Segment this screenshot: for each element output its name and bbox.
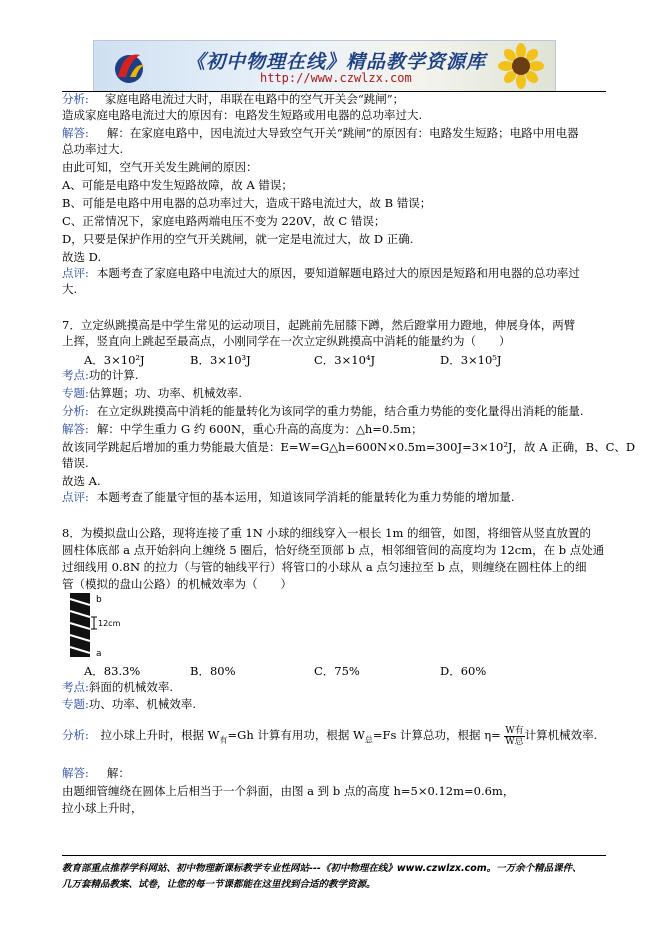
q8-option-a: A．83.3% — [84, 664, 141, 678]
q6-comment-2: 大. — [62, 282, 78, 296]
banner-url[interactable]: http://www.czwlzx.com — [260, 71, 412, 85]
q6-answer-7: D，只要是保护作用的空气开关跳闸，就一定是电流过大，故 D 正确. — [62, 232, 414, 246]
cylinder-coil-figure — [64, 593, 136, 659]
site-logo-icon — [110, 47, 148, 85]
q8-answer-3: 拉小球上升时， — [62, 801, 143, 815]
q8-option-d: D．60% — [440, 664, 487, 678]
q8-analysis: 分析: 拉小球上升时，根据 $W_有=Gh$ 计算有用功，根据 $W_总=Fs$ 计算总功，根据 η= $\frac{\text{W有}}{\text{W总}}$ 计算机械效率. — [62, 725, 598, 747]
q7-choice: 故选 A. — [62, 474, 101, 488]
q8-answer-2: 由题细管缠绕在圆体上后相当于一个斜面，由图 a 到 b 点的高度 h=5×0.12m=0.6m， — [62, 784, 515, 798]
sunflower-icon — [491, 43, 551, 89]
footer-line-2: 几万套精品教案、试卷，让您的每一节课都能在这里找到合适的教学资源。 — [62, 879, 376, 890]
figure-label-height: 12cm — [98, 619, 121, 628]
q7-answer-2: 故该同学跳起后增加的重力势能最大值是：E=W=G△h=600N×0.5m=300J=3×10²J，故 A 正确，B、C、D — [62, 440, 636, 454]
footer-line-1: 教育部重点推荐学科网站、初中物理新课标教学专业性网站---《初中物理在线》www.czwlzx.com。一万余个精品课件、 — [62, 863, 582, 874]
q6-answer: 解答: 解：在家庭电路中，因电流过大导致空气开关“跳闸”的原因有：电路发生短路；电路中用电器 — [62, 126, 579, 140]
q8-point: 考点:斜面的机械效率. — [62, 680, 174, 694]
q8-option-c: C．75% — [314, 664, 360, 678]
q6-answer-6: C、正常情况下，家庭电路两端电压不变为 220V，故 C 错误； — [62, 214, 386, 228]
q7-option-a: A．3×10²J — [84, 353, 145, 367]
q7-answer: 解答: 解：中学生重力 G 约 600N，重心升高的高度为：△h=0.5m； — [62, 422, 423, 436]
figure-label-b: b — [96, 595, 102, 605]
q7-topic: 专题:估算题；功、功率、机械效率. — [62, 386, 243, 400]
footer-rule — [62, 855, 606, 856]
banner-title: 《初中物理在线》精品教学资源库 — [186, 51, 487, 73]
q8-topic: 专题:功、功率、机械效率. — [62, 697, 197, 711]
q6-choice: 故选 D. — [62, 250, 102, 264]
efficiency-fraction: $\frac{\text{W有}}{\text{W总}}$ — [505, 725, 524, 747]
q7-option-c: C．3×10⁴J — [314, 353, 376, 367]
q6-answer-5: B、可能是电路中用电器的总功率过大，造成干路电流过大，故 B 错误； — [62, 196, 432, 210]
q7-option-d: D．3×10⁵J — [440, 353, 502, 367]
q8-answer: 解答: 解： — [62, 766, 130, 780]
header-banner — [93, 40, 556, 92]
q6-answer-3: 由此可知，空气开关发生跳闸的原因： — [62, 160, 258, 174]
q6-comment: 点评: 本题考查了家庭电路中电流过大的原因，要知道解题电路过大的原因是短路和用电器的总功率过 — [62, 266, 580, 280]
q8-stem-4: 管（模拟的盘山公路）的机械效率为（ ） — [62, 577, 292, 591]
q7-option-b: B．3×10³J — [190, 353, 251, 367]
q6-analysis-2: 造成家庭电路电流过大的原因有：电路发生短路或用电器的总功率过大. — [62, 108, 423, 122]
q6-answer-2: 总功率过大. — [62, 142, 124, 156]
q7-answer-3: 错误. — [62, 456, 89, 470]
q6-answer-4: A、可能是电路中发生短路故障，故 A 错误； — [62, 178, 293, 192]
q8-stem: 8．为模拟盘山公路，现将连接了重 1N 小球的细线穿入一根长 1m 的细管，如图，将细管从竖直放置的 — [62, 526, 592, 540]
q6-analysis: 分析: 家庭电路电流过大时，串联在电路中的空气开关会“跳闸”； — [62, 92, 405, 106]
q7-comment: 点评: 本题考查了能量守恒的基本运用，知道该同学消耗的能量转化为重力势能的增加量. — [62, 490, 515, 504]
q8-option-b: B．80% — [190, 664, 236, 678]
figure-label-a: a — [96, 649, 102, 659]
q8-stem-3: 过细线用 0.8N 的拉力（与管的轴线平行）将管口的小球从 a 点匀速拉至 b 点，则缠绕在圆柱体上的细 — [62, 560, 587, 574]
q7-point: 考点:功的计算. — [62, 368, 139, 382]
q8-stem-2: 圆柱体底部 a 点开始斜向上缠绕 5 圈后，恰好绕至顶部 b 点，相邻细管间的高度均为 12cm，在 b 点处通 — [62, 543, 605, 557]
q7-analysis: 分析: 在立定纵跳摸高中消耗的能量转化为该同学的重力势能，结合重力势能的变化量得出消耗的能量. — [62, 404, 584, 418]
q7-stem-2: 上挥，竖直向上跳起至最高点，小刚同学在一次立定纵跳摸高中消耗的能量约为（ ） — [62, 334, 511, 348]
q7-stem: 7．立定纵跳摸高是中学生常见的运动项目，起跳前先屈膝下蹲，然后蹬掌用力蹬地，伸展身体，两臂 — [62, 318, 576, 332]
